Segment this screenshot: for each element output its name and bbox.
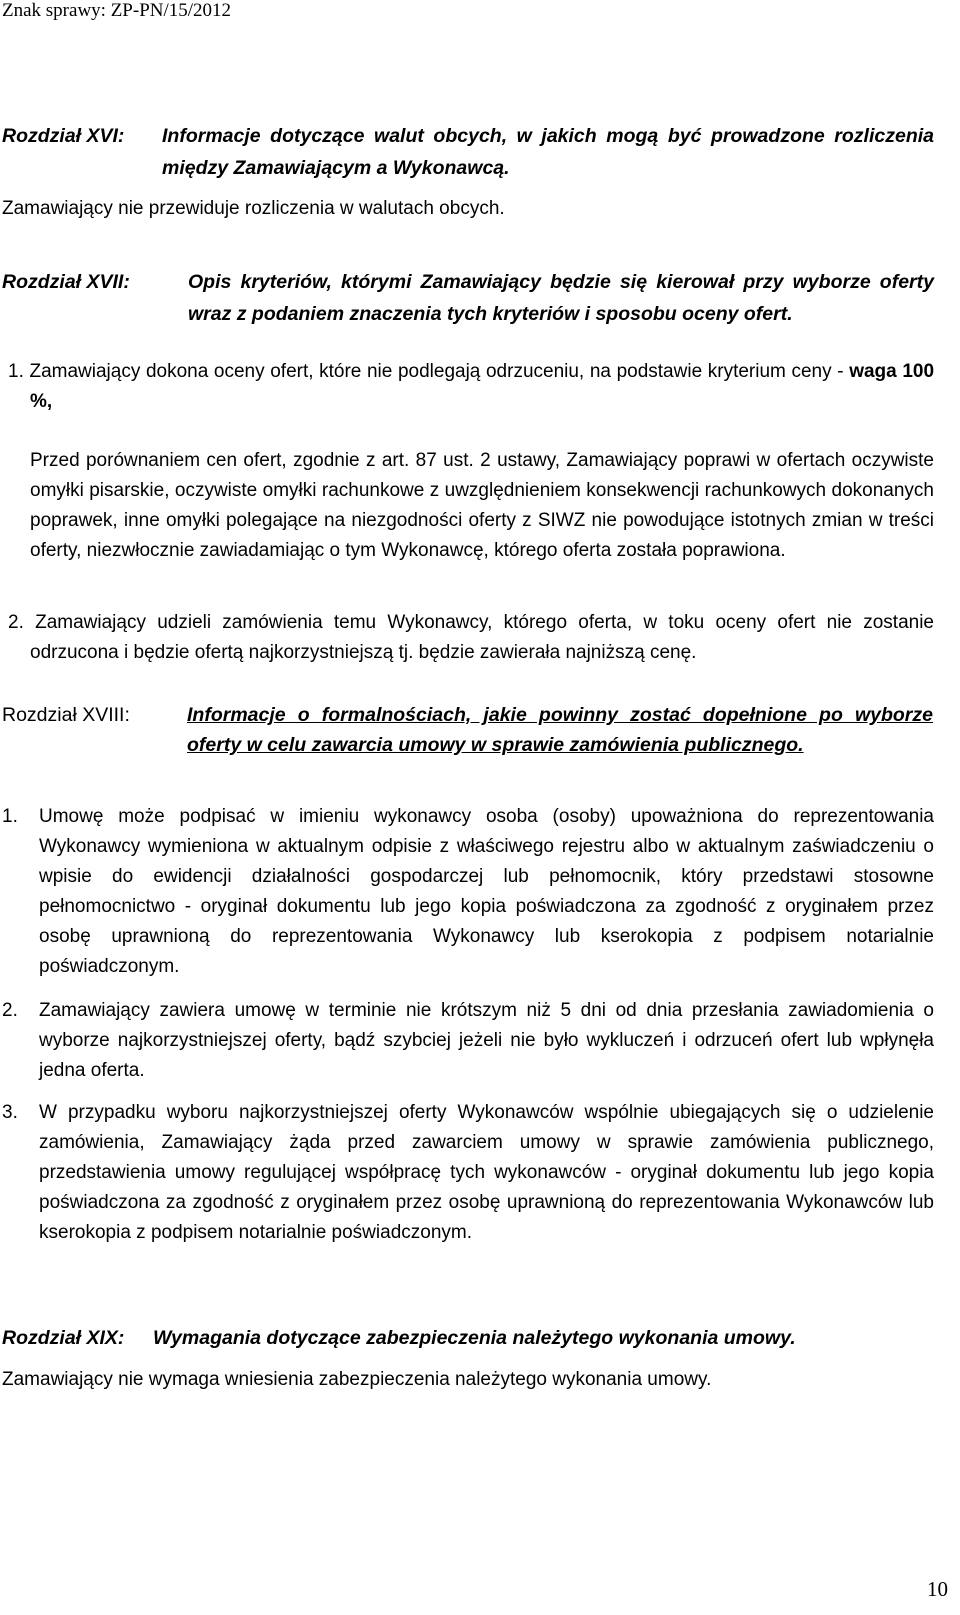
item-text: Zamawiający dokona oceny ofert, które nie podlegają odrzuceniu, na podstawie kryterium ceny - (29, 361, 844, 382)
chapter-xix-label: Rozdział XIX: (2, 1327, 125, 1349)
chapter-xviii-item-3 (2, 1098, 934, 1248)
item-text: Zamawiający zawiera umowę w terminie nie krótszym niż 5 dni od dnia przesłania zawiadomienia o wyborze najkorzystniejszej oferty, bądź szybciej jeżeli nie było wykluczeń i odrzuceń ofert lub wpłynęła jedna oferta. (39, 1000, 934, 1081)
chapter-xvi-body: Zamawiający nie przewiduje rozliczenia w walutach obcych. (2, 198, 505, 219)
item-number: 2. (2, 1000, 18, 1021)
chapter-xviii-title: Informacje o formalnościach, jakie powinny zostać dopełnione po wyborze oferty w celu zawarcia umowy w sprawie zamówienia publicznego. (187, 704, 933, 756)
item-number: 2. (8, 612, 24, 633)
chapter-xvii-title: Opis kryteriów, którymi Zamawiający będzie się kierował przy wyborze oferty wraz z podaniem znaczenia tych kryteriów i sposobu oceny ofert. (188, 271, 934, 325)
item-text: Zamawiający udzieli zamówienia temu Wykonawcy, którego oferta, w toku oceny ofert nie zostanie odrzucona i będzie ofertą najkorzystniejszą tj. będzie zawierała najniższą cenę. (30, 612, 934, 663)
chapter-xvii-item-2 (8, 608, 934, 668)
chapter-xviii-item-2 (2, 996, 934, 1086)
chapter-xvii-label: Rozdział XVII: (2, 271, 130, 293)
chapter-xvi-title: Informacje dotyczące walut obcych, w jakich mogą być prowadzone rozliczenia między Zamawiającym a Wykonawcą. (162, 125, 934, 179)
chapter-xvii-item-1 (8, 357, 934, 417)
item-text: Umowę może podpisać w imieniu wykonawcy osoba (osoby) upoważniona do reprezentowania Wykonawcy wymieniona w aktualnym odpisie z właściwego rejestru albo w aktualnym zaświadczeniu o wpisie do ewidencji działalności gospodarczej lub pełnomocnik, który przedstawi stosowne pełnomocnictwo - oryginał dokumentu lub jego kopia poświadczona za zgodność z oryginałem przez osobę uprawnioną do reprezentowania Wykonawcy lub kserokopia z podpisem notarialnie poświadczonym. (39, 806, 934, 977)
chapter-xviii-item-1 (2, 802, 934, 982)
chapter-xvii-item-1-note: Przed porównaniem cen ofert, zgodnie z art. 87 ust. 2 ustawy, Zamawiający poprawi w ofertach oczywiste omyłki pisarskie, oczywiste omyłki rachunkowe z uwzględnieniem konsekwencji rachunkowych dokonanych poprawek, inne omyłki polegające na niezgodności oferty z SIWZ nie powodujące istotnych zmian w treści oferty, niezwłocznie zawiadamiając o tym Wykonawcę, którego oferta została poprawiona. (30, 450, 934, 561)
chapter-xix-title: Wymagania dotyczące zabezpieczenia należytego wykonania umowy. (153, 1327, 796, 1349)
item-number: 1. (8, 361, 24, 382)
running-header: Znak sprawy: ZP-PN/15/2012 (2, 0, 232, 21)
item-text: W przypadku wyboru najkorzystniejszej oferty Wykonawców wspólnie ubiegających się o udzielenie zamówienia, Zamawiający żąda przed zawarciem umowy w sprawie zamówienia publicznego, przedstawienia umowy regulującej współpracę tych wykonawców - oryginał dokumentu lub jego kopia poświadczona za zgodność z oryginałem przez osobę uprawnioną do reprezentowania Wykonawców lub kserokopia z podpisem notarialnie poświadczonym. (39, 1102, 934, 1243)
chapter-xviii-label: Rozdział XVIII: (2, 704, 130, 726)
page-number: 10 (927, 1577, 948, 1601)
item-number: 3. (2, 1102, 18, 1123)
item-weight: waga 100 %, (30, 361, 935, 412)
chapter-xix-body: Zamawiający nie wymaga wniesienia zabezpieczenia należytego wykonania umowy. (2, 1369, 712, 1390)
chapter-xvi-label: Rozdział XVI: (2, 125, 125, 147)
item-number: 1. (2, 806, 18, 827)
